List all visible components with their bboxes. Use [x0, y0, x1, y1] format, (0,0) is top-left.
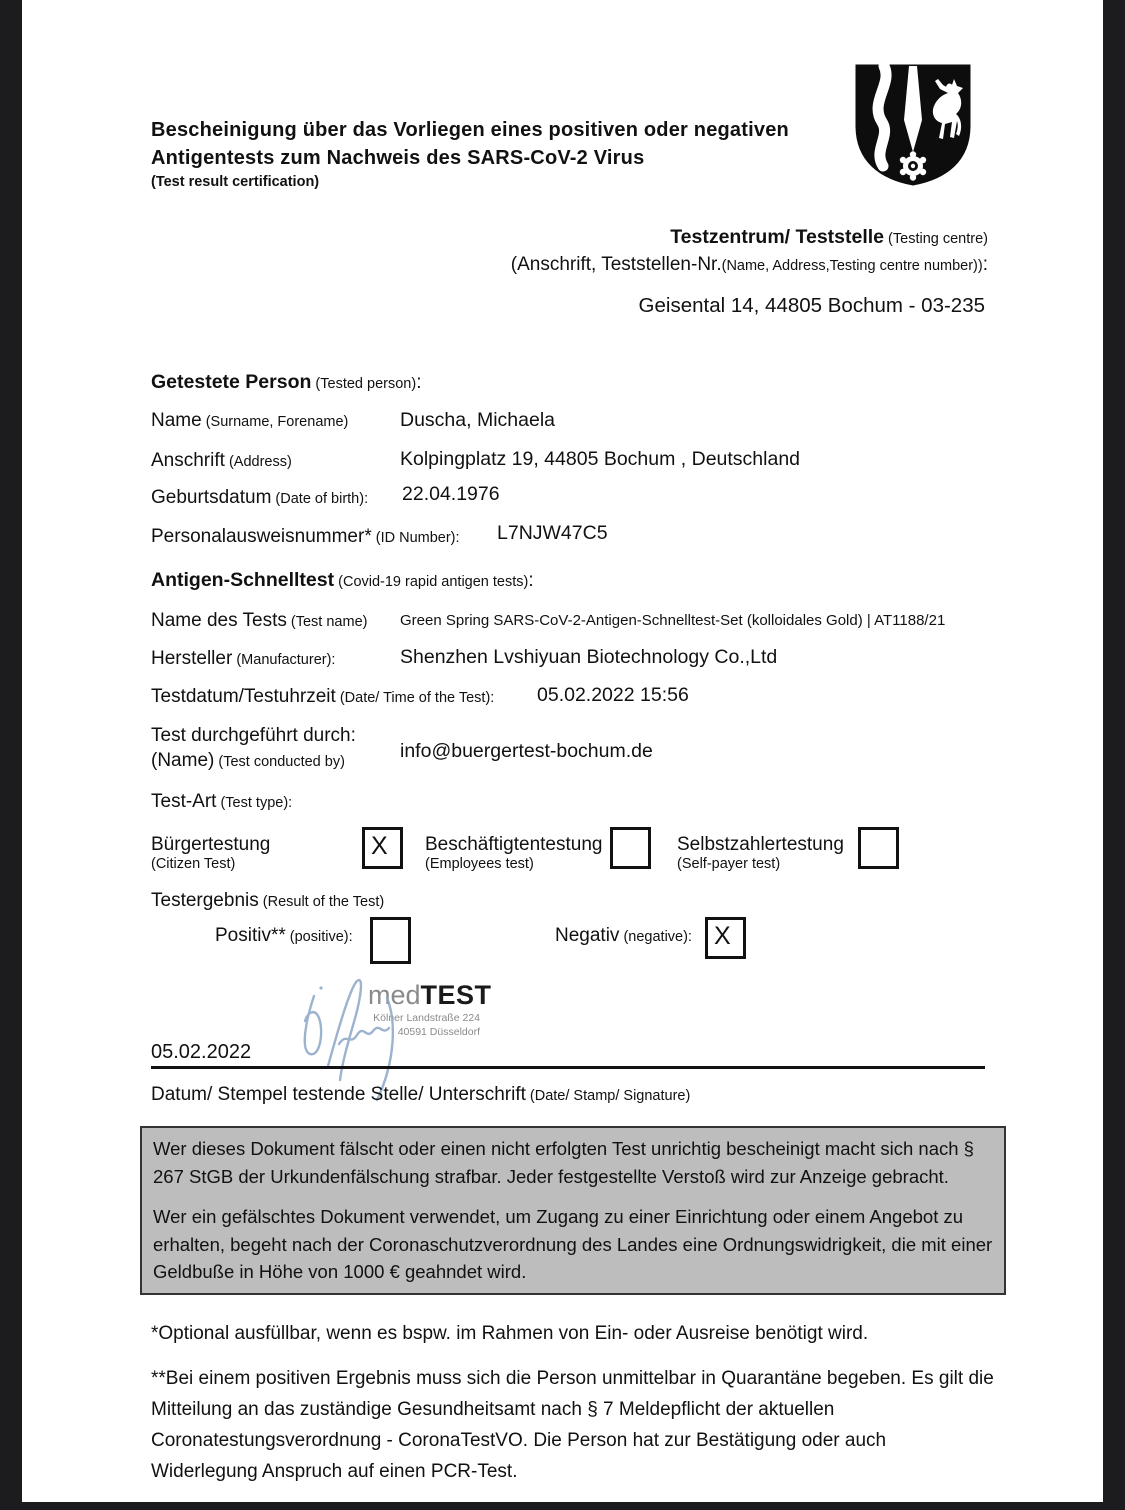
field-value-birthdate: 22.04.1976 [402, 483, 500, 505]
checkbox-negative[interactable]: X [705, 917, 746, 959]
test-centre-heading-main: Testzentrum/ Teststelle [670, 226, 885, 248]
field-label-small: (Surname, Forename) [201, 414, 349, 430]
option-label: Negativ [555, 925, 620, 946]
field-row-birthdate [151, 487, 368, 509]
option-label: Beschäftigtentestung [425, 834, 603, 855]
field-label-small: (Test name) [286, 614, 368, 630]
test-centre-line2-small: (Name, Address,Testing centre number)) [721, 258, 983, 274]
checkbox-self-payer-test[interactable] [858, 827, 899, 869]
field-value-test-name: Green Spring SARS-CoV-2-Antigen-Schnelltest-Set (kolloidales Gold) | AT1188/21 [400, 612, 946, 629]
field-label: Name [151, 410, 202, 431]
person-heading-small: (Tested person) [311, 376, 417, 392]
option-sublabel: (positive): [285, 929, 353, 945]
field-row-test-name [151, 610, 367, 632]
field-label-small: (ID Number): [371, 530, 460, 546]
test-centre-heading [402, 226, 988, 249]
field-value-address: Kolpingplatz 19, 44805 Bochum , Deutschland [400, 448, 801, 470]
test-centre-address: Geisental 14, 44805 Bochum - 03-235 [638, 294, 985, 317]
checkbox-employees-test[interactable] [610, 827, 651, 869]
person-section-heading [151, 371, 421, 394]
conducted-by-label-line2: (Name) [151, 750, 215, 771]
option-label: Selbstzahlertestung [677, 834, 844, 855]
nrw-coat-of-arms-icon [853, 62, 973, 188]
option-negative [555, 925, 692, 947]
field-value-test-datetime: 05.02.2022 15:56 [537, 684, 689, 706]
result-heading-small: (Result of the Test) [258, 894, 385, 910]
option-citizen-test [151, 834, 270, 872]
checkbox-citizen-test[interactable]: X [362, 827, 403, 869]
option-sublabel: (Employees test) [425, 856, 534, 872]
footnote-positive-result: **Bei einem positiven Ergebnis muss sich die Person unmittelbar in Quarantäne begeben. Es gilt die Mitteilung an das zuständige Gesundheitsamt nach § 7 Meldepflicht der aktuellen Coronatestungsverordnung - CoronaTestVO. Die Person hat zur Bestätigung oder auch Widerlegung Anspruch auf einen PCR-Test. [151, 1368, 994, 1482]
test-centre-heading-small: (Testing centre) [884, 231, 988, 247]
field-label: Personalausweisnummer* [151, 526, 372, 547]
field-label: Geburtsdatum [151, 487, 272, 508]
field-label: Anschrift [151, 450, 225, 471]
stamp-brand-bold: TEST [420, 980, 492, 1010]
field-label-small: (Date/ Time of the Test): [335, 690, 495, 706]
stamp-brand-light: med [368, 980, 421, 1010]
option-self-payer-test [677, 834, 844, 872]
conducted-by-label-line1: Test durchgeführt durch: [151, 725, 356, 746]
field-label: Name des Tests [151, 610, 287, 631]
field-label: Testdatum/Testuhrzeit [151, 686, 336, 707]
option-sublabel: (negative): [619, 929, 692, 945]
antigen-section-heading [151, 569, 534, 592]
option-label: Positiv** [215, 925, 286, 946]
person-heading-colon: : [416, 372, 422, 393]
field-label: Hersteller [151, 648, 233, 669]
test-centre-block [402, 226, 988, 276]
option-sublabel: (Self-payer test) [677, 856, 781, 872]
field-row-address [151, 450, 292, 472]
antigen-heading-colon: : [528, 570, 534, 591]
legal-warning-paragraph-2: Wer ein gefälschtes Dokument verwendet, um Zugang zu einer Einrichtung oder einem Angebot zu erhalten, begeht nach der Coronaschutzverordnung des Landes eine Ordnungswidrigkeit, die mit einer Geldbuße in Höhe von 1000 € geahndet wird. [153, 1206, 993, 1282]
antigen-heading-main: Antigen-Schnelltest [151, 569, 335, 591]
result-heading-main: Testergebnis [151, 890, 259, 911]
signature-caption-main: Datum/ Stempel testende Stelle/ Unterschrift [151, 1084, 526, 1105]
field-row-conducted-by [151, 725, 356, 772]
title-subtitle: (Test result certification) [151, 174, 320, 190]
field-row-name [151, 410, 348, 432]
field-row-id-number [151, 526, 460, 548]
document-title [151, 116, 841, 190]
field-label-small: (Manufacturer): [232, 652, 336, 668]
test-type-heading-small: (Test type): [216, 795, 293, 811]
title-line-2: Antigentests zum Nachweis des SARS-CoV-2 Virus [151, 147, 645, 169]
field-value-manufacturer: Shenzhen Lvshiyuan Biotechnology Co.,Ltd [400, 646, 778, 668]
signature-caption-small: (Date/ Stamp/ Signature) [525, 1088, 691, 1104]
document-page [22, 0, 1103, 1502]
field-value-name: Duscha, Michaela [400, 409, 555, 431]
antigen-heading-small: (Covid-19 rapid antigen tests) [334, 574, 529, 590]
test-type-heading-main: Test-Art [151, 791, 217, 812]
field-row-manufacturer [151, 648, 335, 670]
option-sublabel: (Citizen Test) [151, 856, 236, 872]
stamp-address-line1: Kölner Landstraße 224 [373, 1012, 480, 1024]
field-value-conducted-by: info@buergertest-bochum.de [400, 740, 653, 762]
test-centre-subheading [402, 254, 988, 276]
field-label-small: (Date of birth): [271, 491, 369, 507]
field-row-test-datetime [151, 686, 494, 708]
conducted-by-label-line2-small: (Test conducted by) [214, 754, 345, 770]
legal-warning-paragraph-1: Wer dieses Dokument fälscht oder einen nicht erfolgten Test unrichtig bescheinigt macht sich nach § 267 StGB der Urkundenfälschung strafbar. Jeder festgestellte Verstoß wird zur Anzeige gebracht. [153, 1138, 974, 1187]
checkbox-positive[interactable] [370, 917, 411, 964]
test-type-heading [151, 791, 292, 813]
title-line-1: Bescheinigung über das Vorliegen eines positiven oder negativen [151, 119, 789, 141]
option-employees-test [425, 834, 602, 872]
field-label-small: (Address) [224, 454, 292, 470]
person-heading-main: Getestete Person [151, 371, 312, 393]
test-centre-line2-colon: : [982, 254, 988, 275]
stamp-address-line2: 40591 Düsseldorf [397, 1026, 480, 1038]
legal-warning-box [140, 1126, 1006, 1295]
footnote-optional: *Optional ausfüllbar, wenn es bspw. im Rahmen von Ein- oder Ausreise benötigt wird. [151, 1323, 869, 1344]
field-value-id-number: L7NJW47C5 [497, 522, 608, 544]
option-label: Bürgertestung [151, 834, 271, 855]
signature-caption [151, 1084, 690, 1106]
test-centre-line2-main: (Anschrift, Teststellen-Nr. [510, 254, 722, 275]
option-positive [215, 925, 353, 947]
signature-line [151, 1066, 985, 1069]
result-heading [151, 890, 384, 912]
stamp-date: 05.02.2022 [151, 1041, 252, 1063]
